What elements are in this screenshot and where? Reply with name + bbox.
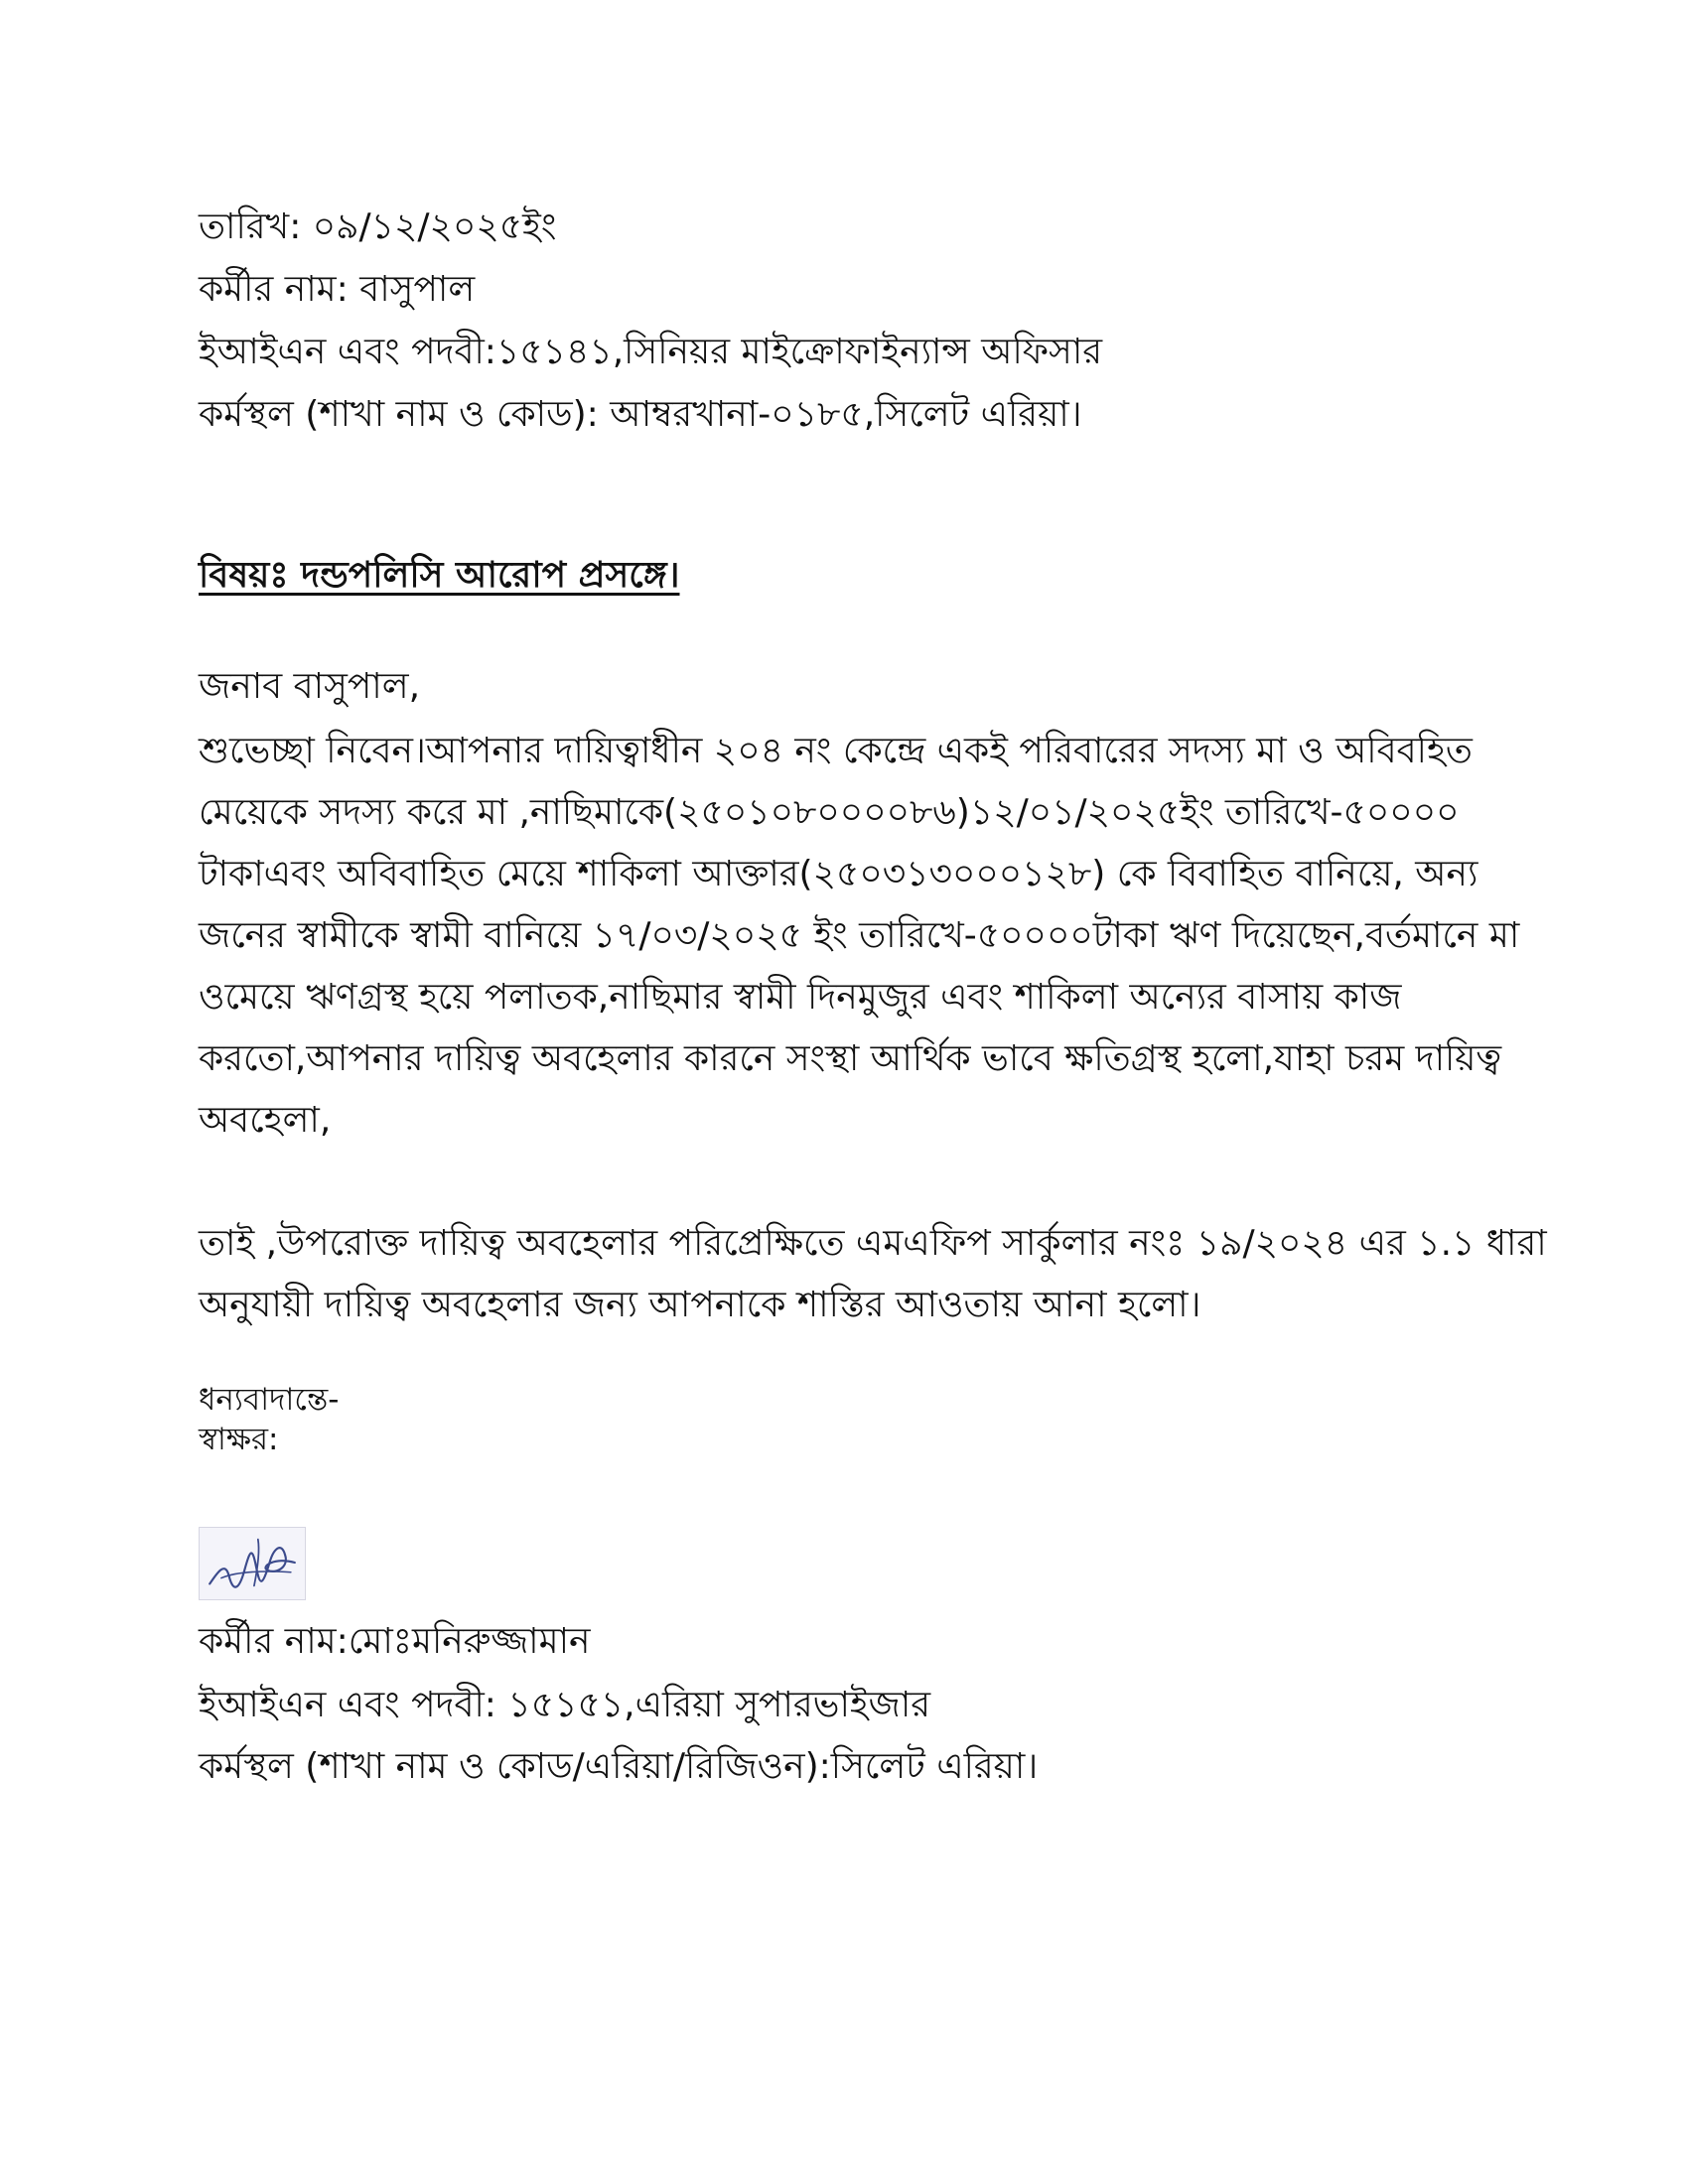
body-line: অবহেলা, [199,1100,332,1141]
body-line: টাকাএবং অবিবাহিত মেয়ে শাকিলা আক্তার(২৫০৩১৩০০০১২৮) কে বিবাহিত বানিয়ে, অন্য [199,854,1478,894]
ein-designation-line: ইআইএন এবং পদবী:১৫১৪১,সিনিয়র মাইক্রোফাইন্যান্স অফিসার [199,332,1103,372]
signature-label: স্বাক্ষর: [199,1422,279,1457]
salutation: জনাব বাসুপাল, [199,666,421,707]
closing: ধন্যবাদান্তে- [199,1382,340,1418]
body-line: মেয়েকে সদস্য করে মা ,নাছিমাকে(২৫০১০৮০০০০৮৬)১২/০১/২০২৫ইং তারিখে-৫০০০০ [199,792,1460,833]
signature-image [199,1527,306,1600]
date-line: তারিখ: ০৯/১২/২০২৫ইং [199,206,557,247]
subject-line: বিষয়ঃ দন্ডপলিসি আরোপ প্রসঙ্গে। [199,555,680,596]
workplace-line: কর্মস্থল (শাখা নাম ও কোড): আম্বরখানা-০১৮৫,সিলেট এরিয়া। [199,394,1082,435]
body-line: ওমেয়ে ঋণগ্রস্থ হয়ে পলাতক,নাছিমার স্বামী দিনমুজুর এবং শাকিলা অন্যের বাসায় কাজ [199,977,1402,1018]
body-line: করতো,আপনার দায়িত্ব অবহেলার কারনে সংস্থা আর্থিক ভাবে ক্ষতিগ্রস্থ হলো,যাহা চরম দায়িত্ব [199,1038,1502,1079]
signer-workplace: কর্মস্থল (শাখা নাম ও কোড/এরিয়া/রিজিওন):সিলেট এরিয়া। [199,1746,1039,1787]
body-paragraph-1 [199,721,1520,1152]
body-line: অনুযায়ী দায়িত্ব অবহেলার জন্য আপনাকে শাস্তির আওতায় আনা হলো। [199,1285,1201,1325]
body-line: শুভেচ্ছা নিবেন।আপনার দায়িত্বাধীন ২০৪ নং কেন্দ্রে একই পরিবারের সদস্য মা ও অবিবহিত [199,731,1473,771]
body-line: তাই ,উপরোক্ত দায়িত্ব অবহেলার পরিপ্রেক্ষিতে এমএফিপ সার্কুলার নংঃ ১৯/২০২৪ এর ১.১ ধারা [199,1223,1547,1264]
body-paragraph-2 [199,1213,1547,1336]
body-line: জনের স্বামীকে স্বামী বানিয়ে ১৭/০৩/২০২৫ ইং তারিখে-৫০০০০টাকা ঋণ দিয়েছেন,বর্তমানে মা [199,915,1520,956]
employee-name-line: কর্মীর নাম: বাসুপাল [199,269,476,310]
signer-name: কর্মীর নাম:মোঃমনিরুজ্জামান [199,1621,591,1662]
signature-scribble [200,1528,305,1599]
signer-ein-designation: ইআইএন এবং পদবী: ১৫১৫১,এরিয়া সুপারভাইজার [199,1685,931,1725]
